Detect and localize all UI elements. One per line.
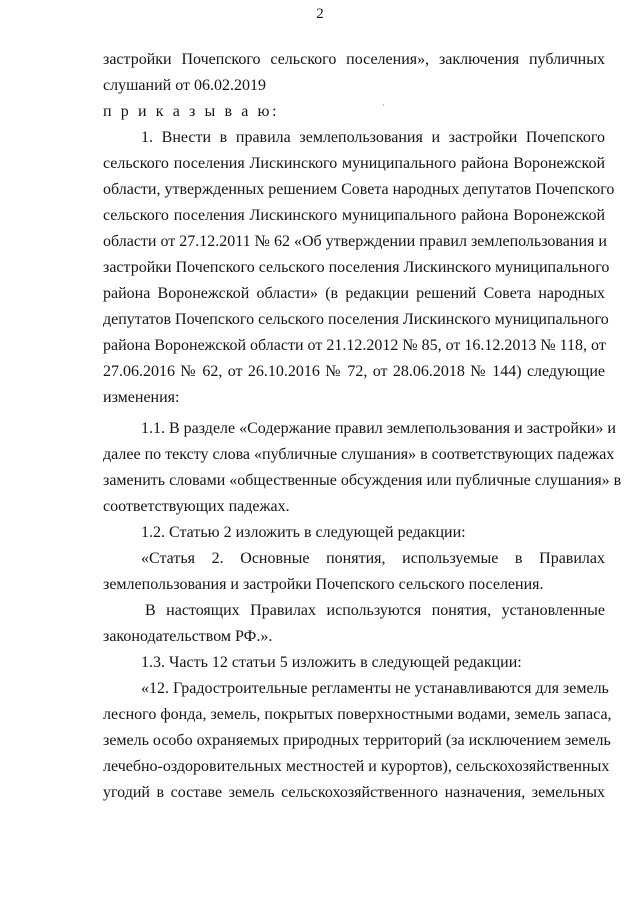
page-number: 2 <box>316 6 324 22</box>
text-line: «Статья 2. Основные понятия, используемые в Правилах <box>141 550 605 567</box>
text-line: 27.06.2016 № 62, от 26.10.2016 № 72, от 28.06.2018 № 144) следующие <box>103 363 605 380</box>
text-line: сельского поселения Лискинского муниципального района Воронежской <box>103 155 605 172</box>
text-line: 1.1. В разделе «Содержание правил землепользования и застройки» и <box>141 420 616 437</box>
text-line: застройки Почепского сельского поселения Лискинского муниципального <box>103 259 610 276</box>
text-line: области, утвержденных решением Совета народных депутатов Почепского <box>103 181 615 198</box>
text-line: далее по тексту слова «публичные слушания» в соответствующих падежах <box>103 446 615 463</box>
text-line: лечебно-оздоровительных местностей и курортов), сельскохозяйственных <box>103 758 610 775</box>
text-line: изменения: <box>103 389 180 406</box>
text-line: сельского поселения Лискинского муниципального района Воронежской <box>103 207 605 224</box>
text-line: соответствующих падежах. <box>103 498 290 515</box>
text-line: слушаний от 06.02.2019 <box>103 77 266 94</box>
text-line: В настоящих Правилах используются понятия, установленные <box>145 602 605 619</box>
text-line: застройки Почепского сельского поселения», заключения публичных <box>103 51 605 68</box>
text-line: 1.2. Статью 2 изложить в следующей редакции: <box>141 524 466 541</box>
text-line: лесного фонда, земель, покрытых поверхностными водами, земель запаса, <box>103 706 612 723</box>
text-line: района Воронежской области от 21.12.2012 № 85, от 16.12.2013 № 118, от <box>103 337 606 354</box>
text-line: заменить словами «общественные обсуждения или публичные слушания» в <box>103 472 622 489</box>
text-line: земель особо охраняемых природных территорий (за исключением земель <box>103 732 611 749</box>
text-line: области от 27.12.2011 № 62 «Об утверждении правил землепользования и <box>103 233 607 250</box>
text-line: п р и к а з ы в а ю: <box>103 103 280 120</box>
text-line: депутатов Почепского сельского поселения Лискинского муниципального <box>103 311 609 328</box>
text-line: «12. Градостроительные регламенты не устанавливаются для земель <box>141 680 609 697</box>
text-line: угодий в составе земель сельскохозяйственного назначения, земельных <box>103 784 605 801</box>
text-line: землепользования и застройки Почепского сельского поселения. <box>103 576 544 593</box>
text-line: законодательством РФ.». <box>103 628 273 645</box>
text-line: 1. Внести в правила землепользования и застройки Почепского <box>141 129 605 146</box>
text-line: 1.3. Часть 12 статьи 5 изложить в следующей редакции: <box>141 654 522 671</box>
text-line: района Воронежской области» (в редакции решений Совета народных <box>103 285 605 302</box>
